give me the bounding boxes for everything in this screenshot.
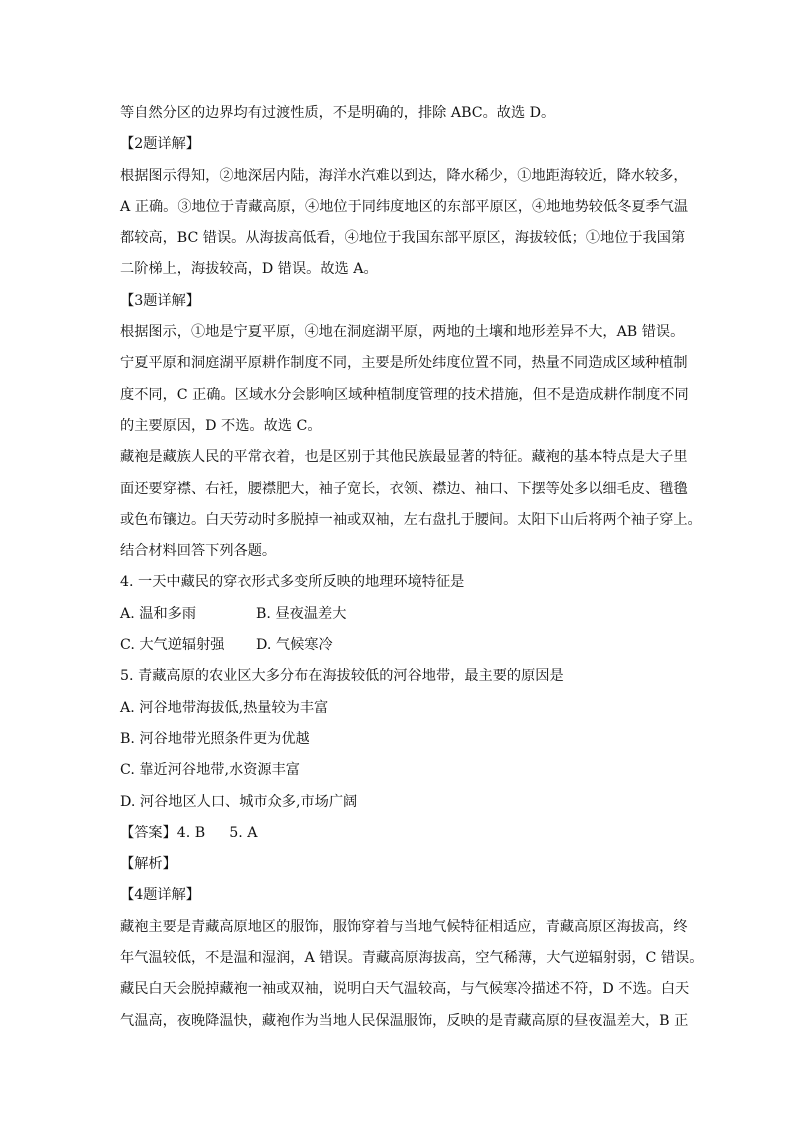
text-line: 度不同，C 正确。区域水分会影响区域种植制度管理的技术措施，但不是造成耕作制度不同	[120, 386, 689, 403]
passage-line: 藏袍是藏族人民的平常衣着，也是区别于其他民族最显著的特征。藏袍的基本特点是大子里	[120, 449, 688, 466]
text-line: 藏民白天会脱掉藏袍一袖或双袖，说明白天气温较高，与气候寒冷描述不符，D 不选。白天	[120, 981, 690, 998]
text-line: 等自然分区的边界均有过渡性质，不是明确的，排除 ABC。故选 D。	[120, 105, 556, 121]
q4-option-c: C. 大气逆辐射强	[120, 637, 225, 654]
q5-option-c: C. 靠近河谷地带,水资源丰富	[120, 762, 300, 779]
answer-q5: 5. A	[229, 824, 258, 841]
q4-option-d: D. 气候寒冷	[256, 637, 333, 654]
passage-line: 或色布镶边。白天劳动时多脱掉一袖或双袖，左右盘扎于腰间。太阳下山后将两个袖子穿上。	[120, 511, 702, 528]
question-4-options-row-1	[120, 599, 680, 630]
question-5-stem: 5. 青藏高原的农业区大多分布在海拔较低的河谷地带，最主要的原因是	[120, 668, 564, 685]
answer-q4: 4. B	[176, 824, 206, 841]
answer-label: 【答案】	[120, 824, 177, 841]
analysis-heading: 【解析】	[120, 856, 177, 873]
q4-option-b: B. 昼夜温差大	[256, 605, 347, 622]
passage-line: 面还要穿襟、右衽，腰襟肥大，袖子宽长，衣领、襟边、袖口、下摆等处多以细毛皮、氆氇	[120, 480, 688, 497]
text-line: 藏袍主要是青藏高原地区的服饰，服饰穿着与当地气候特征相适应，青藏高原区海拔高，终	[120, 918, 688, 935]
text-line: 二阶梯上，海拔较高，D 错误。故选 A。	[120, 261, 378, 278]
section-heading-q3: 【3题详解】	[120, 292, 200, 309]
q4-option-a: A. 温和多雨	[120, 605, 197, 622]
text-line: 气温高，夜晚降温快，藏袍作为当地人民保温服饰，反映的是青藏高原的昼夜温差大，B 正	[120, 1012, 689, 1029]
section-heading-q2: 【2题详解】	[120, 136, 200, 153]
q5-option-d: D. 河谷地区人口、城市众多,市场广阔	[120, 793, 358, 810]
text-line: 宁夏平原和洞庭湖平原耕作制度不同，主要是所处纬度位置不同，热量不同造成区域种植制	[120, 355, 688, 372]
answer-line	[120, 818, 680, 849]
section-heading-q4: 【4题详解】	[120, 887, 200, 904]
text-line: 根据图示，①地是宁夏平原，④地在洞庭湖平原，两地的土壤和地形差异不大，AB 错误。	[120, 324, 685, 341]
text-line: A 正确。③地位于青藏高原，④地位于同纬度地区的东部平原区，④地地势较低冬夏季气温	[120, 198, 689, 215]
text-line: 都较高，BC 错误。从海拔高低看，④地位于我国东部平原区，海拔较低；①地位于我国第	[120, 230, 686, 247]
passage-line: 结合材料回答下列各题。	[120, 543, 277, 560]
document-page	[120, 98, 704, 1037]
question-4-options-row-2	[120, 630, 680, 661]
q5-option-a: A. 河谷地带海拔低,热量较为丰富	[120, 699, 329, 716]
text-line: 根据图示得知，②地深居内陆，海洋水汽难以到达，降水稀少，①地距海较近，降水较多，	[120, 167, 688, 184]
text-line: 年气温较低，不是温和湿润，A 错误。青藏高原海拔高，空气稀薄，大气逆辐射弱，C 错误。	[120, 950, 704, 967]
q5-option-b: B. 河谷地带光照条件更为优越	[120, 730, 310, 747]
question-4-stem: 4. 一天中藏民的穿衣形式多变所反映的地理环境特征是	[120, 574, 465, 591]
text-line: 的主要原因，D 不选。故选 C。	[120, 417, 322, 434]
